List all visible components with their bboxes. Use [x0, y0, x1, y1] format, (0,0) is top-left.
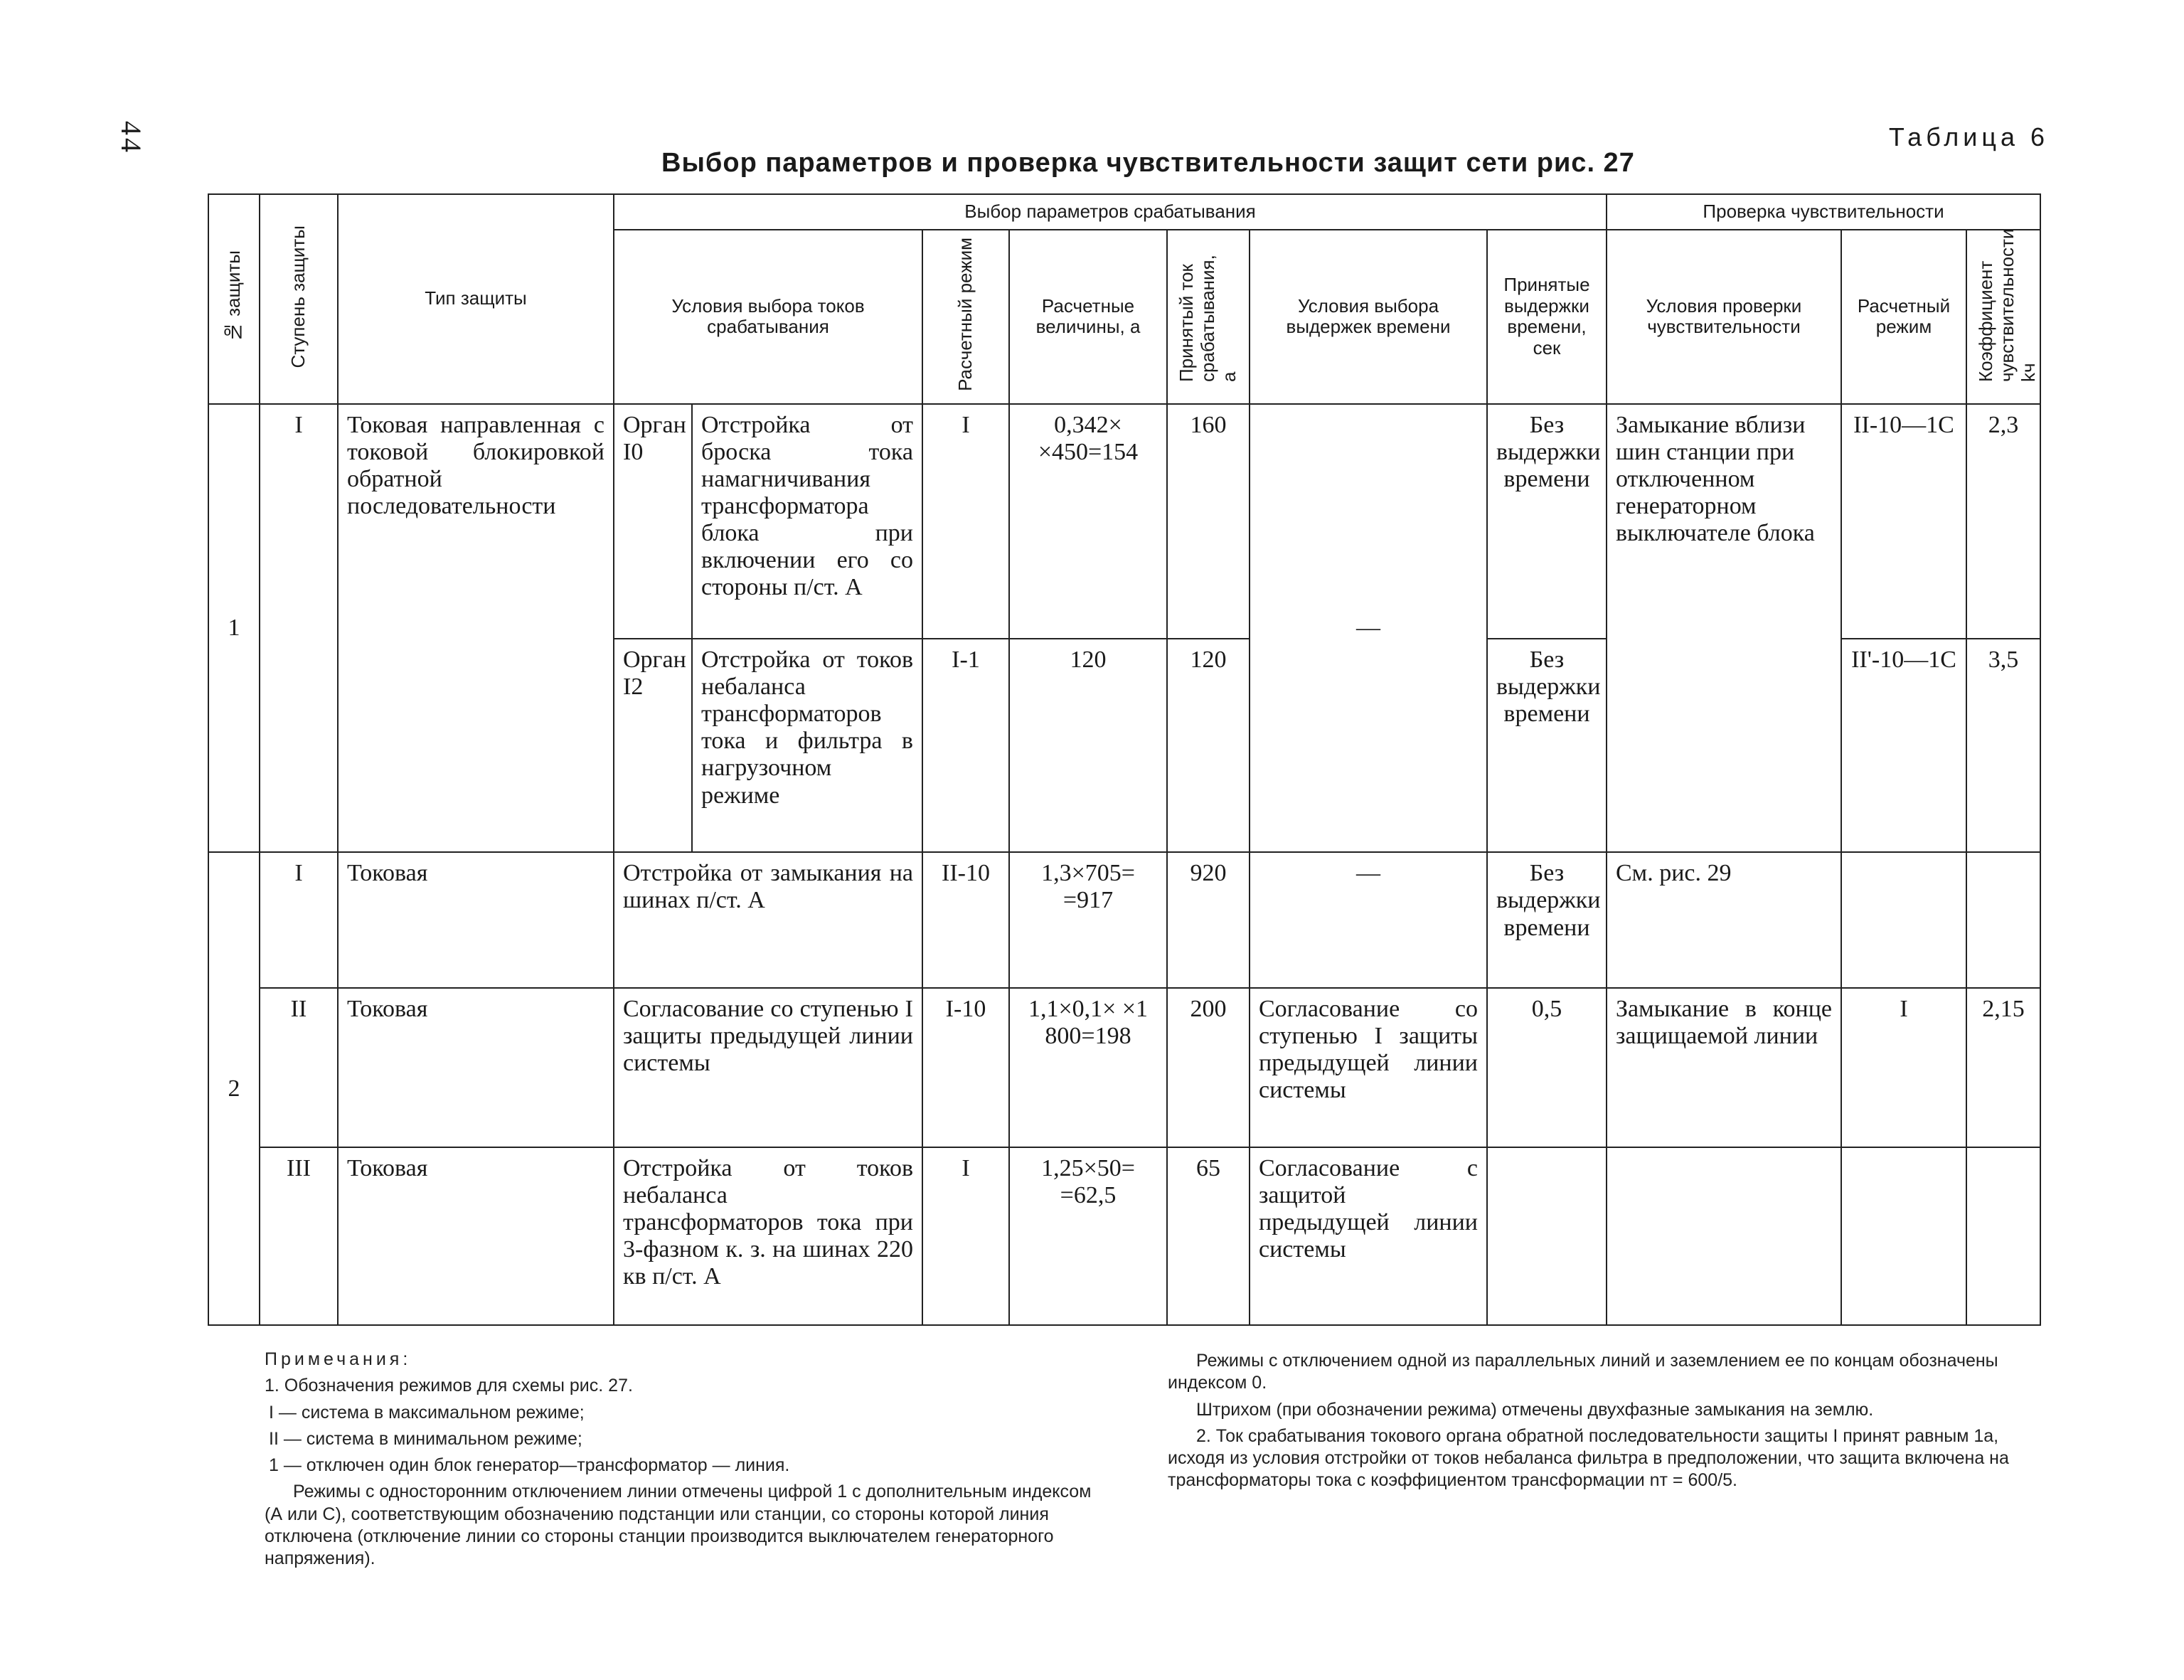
condition-cell: Отстройка от токов небаланса трансформаторов тока и фильтра в нагрузочном режиме [692, 639, 922, 852]
note-r3: 2. Ток срабатывания токового органа обратной последовательности защиты I принят равным 1а, исходя из условия отстройки от токов небаланса фильтра в предположении, что защита включена на трансформаторы тока с коэффициентом трансформации nт = 600/5. [1168, 1425, 2009, 1491]
table-row [208, 404, 2040, 639]
coef-cell [1966, 1147, 2040, 1325]
note-1a: I — система в максимальном режиме; [269, 1402, 585, 1423]
delay-condition-cell: — [1250, 404, 1487, 853]
mode-cell: I-1 [922, 639, 1009, 852]
delay-cell: Без выдержки времени [1487, 404, 1607, 639]
calc-cell: 0,342× ×450=154 [1009, 404, 1167, 639]
header-coefficient: Коэффициент чувствительности kч [1966, 230, 2040, 404]
delay-condition-cell: Согласование со ступенью I защиты предыдущей линии системы [1250, 988, 1487, 1147]
stage-cell: III [260, 1147, 338, 1325]
calc-cell: 1,1×0,1× ×1 800=198 [1009, 988, 1167, 1147]
coef-cell: 2,15 [1966, 988, 2040, 1147]
stage-cell: I [260, 852, 338, 987]
header-check-conditions: Условия проверки чувствительности [1607, 230, 1841, 404]
table-number: Таблица 6 [1888, 122, 2049, 151]
organ-label: Орган I0 [614, 404, 692, 639]
coef-cell: 3,5 [1966, 639, 2040, 852]
calc-cell: 1,3×705= =917 [1009, 852, 1167, 987]
check-mode-cell: I [1841, 988, 1966, 1147]
delay-cell: Без выдержки времени [1487, 639, 1607, 852]
table-row [208, 852, 2040, 987]
table-row [208, 1147, 2040, 1325]
delay-condition-cell: — [1250, 852, 1487, 987]
check-mode-cell: II-10—1C [1841, 404, 1966, 639]
check-condition-cell [1607, 1147, 1841, 1325]
header-current-conditions: Условия выбора токов срабатывания [614, 230, 922, 404]
note-1: 1. Обозначения режимов для схемы рис. 27. [265, 1376, 633, 1396]
mode-cell: I [922, 404, 1009, 639]
condition-cell: Отстройка от броска тока намагничивания трансформатора блока при включении его со стороны п/ст. А [692, 404, 922, 639]
delay-cell: 0,5 [1487, 988, 1607, 1147]
type-cell: Токовая [338, 1147, 614, 1325]
notes-left [265, 1349, 1097, 1574]
calc-cell: 120 [1009, 639, 1167, 852]
check-condition-cell: Замыкание вблизи шин станции при отключенном генераторном выключателе блока [1607, 404, 1841, 853]
header-check-mode: Расчетный режим [1841, 230, 1966, 404]
notes-right [1168, 1350, 2042, 1496]
header-accepted-current: Принятый ток срабатывания, а [1167, 230, 1250, 404]
header-delay-conditions: Условия выбора выдержек времени [1250, 230, 1487, 404]
header-calc-values: Расчетные величины, а [1009, 230, 1167, 404]
table-row [208, 988, 2040, 1147]
check-condition-cell: См. рис. 29 [1607, 852, 1841, 987]
mode-cell: I-10 [922, 988, 1009, 1147]
note-1b: II — система в минимальном режиме; [269, 1428, 582, 1449]
header-calc-mode: Расчетный режим [922, 230, 1009, 404]
mode-cell: I [922, 1147, 1009, 1325]
note-r2: Штрихом (при обозначении режима) отмечены двухфазные замыкания на землю. [1196, 1399, 1874, 1420]
notes-heading: Примечания: [265, 1349, 412, 1369]
note-1c: 1 — отключен один блок генератор—трансформатор — линия. [269, 1455, 790, 1475]
stage-cell: II [260, 988, 338, 1147]
current-cell: 160 [1167, 404, 1250, 639]
delay-cell [1487, 1147, 1607, 1325]
coef-cell [1966, 852, 2040, 987]
protection-number: 1 [208, 404, 260, 853]
header-group-check: Проверка чувствительности [1607, 194, 2040, 230]
mode-cell: II-10 [922, 852, 1009, 987]
stage-cell: I [260, 404, 338, 853]
protection-number: 2 [208, 852, 260, 1325]
coef-cell: 2,3 [1966, 404, 2040, 639]
calc-cell: 1,25×50= =62,5 [1009, 1147, 1167, 1325]
check-mode-cell: II'-10—1C [1841, 639, 1966, 852]
current-cell: 200 [1167, 988, 1250, 1147]
header-accepted-delays: Принятые выдержки времени, сек [1487, 230, 1607, 404]
organ-label: Орган I2 [614, 639, 692, 852]
current-cell: 920 [1167, 852, 1250, 987]
parameters-table [208, 193, 2041, 1326]
delay-condition-cell: Согласование с защитой предыдущей линии системы [1250, 1147, 1487, 1325]
page-number: 44 [115, 121, 147, 155]
type-cell: Токовая [338, 988, 614, 1147]
note-1d: Режимы с односторонним отключением линии отмечены цифрой 1 с дополнительным индексом (А или С), соответствующим обозначению подстанции или станции, со стороны которой линия отключена (отключение линии со стороны станции производится выключателем генераторного напряжения). [265, 1482, 1092, 1568]
header-protection-no: № защиты [208, 194, 260, 404]
check-mode-cell [1841, 1147, 1966, 1325]
header-type: Тип защиты [338, 194, 614, 404]
current-cell: 65 [1167, 1147, 1250, 1325]
type-cell: Токовая [338, 852, 614, 987]
check-condition-cell: Замыкание в конце защищаемой линии [1607, 988, 1841, 1147]
note-r1: Режимы с отключением одной из параллельных линий и заземлением ее по концам обозначены индексом 0. [1168, 1351, 1998, 1393]
condition-cell: Отстройка от замыкания на шинах п/ст. А [614, 852, 922, 987]
current-cell: 120 [1167, 639, 1250, 852]
table-title: Выбор параметров и проверка чувствительности защит сети рис. 27 [661, 148, 1635, 178]
header-stage: Ступень защиты [260, 194, 338, 404]
condition-cell: Отстройка от токов небаланса трансформаторов тока при 3-фазном к. з. на шинах 220 кв п/ст. А [614, 1147, 922, 1325]
type-cell: Токовая направленная с токовой блокировкой обратной последовательности [338, 404, 614, 853]
delay-cell: Без выдержки времени [1487, 852, 1607, 987]
header-group-selection: Выбор параметров срабатывания [614, 194, 1607, 230]
check-mode-cell [1841, 852, 1966, 987]
condition-cell: Согласование со ступенью I защиты предыдущей линии системы [614, 988, 922, 1147]
